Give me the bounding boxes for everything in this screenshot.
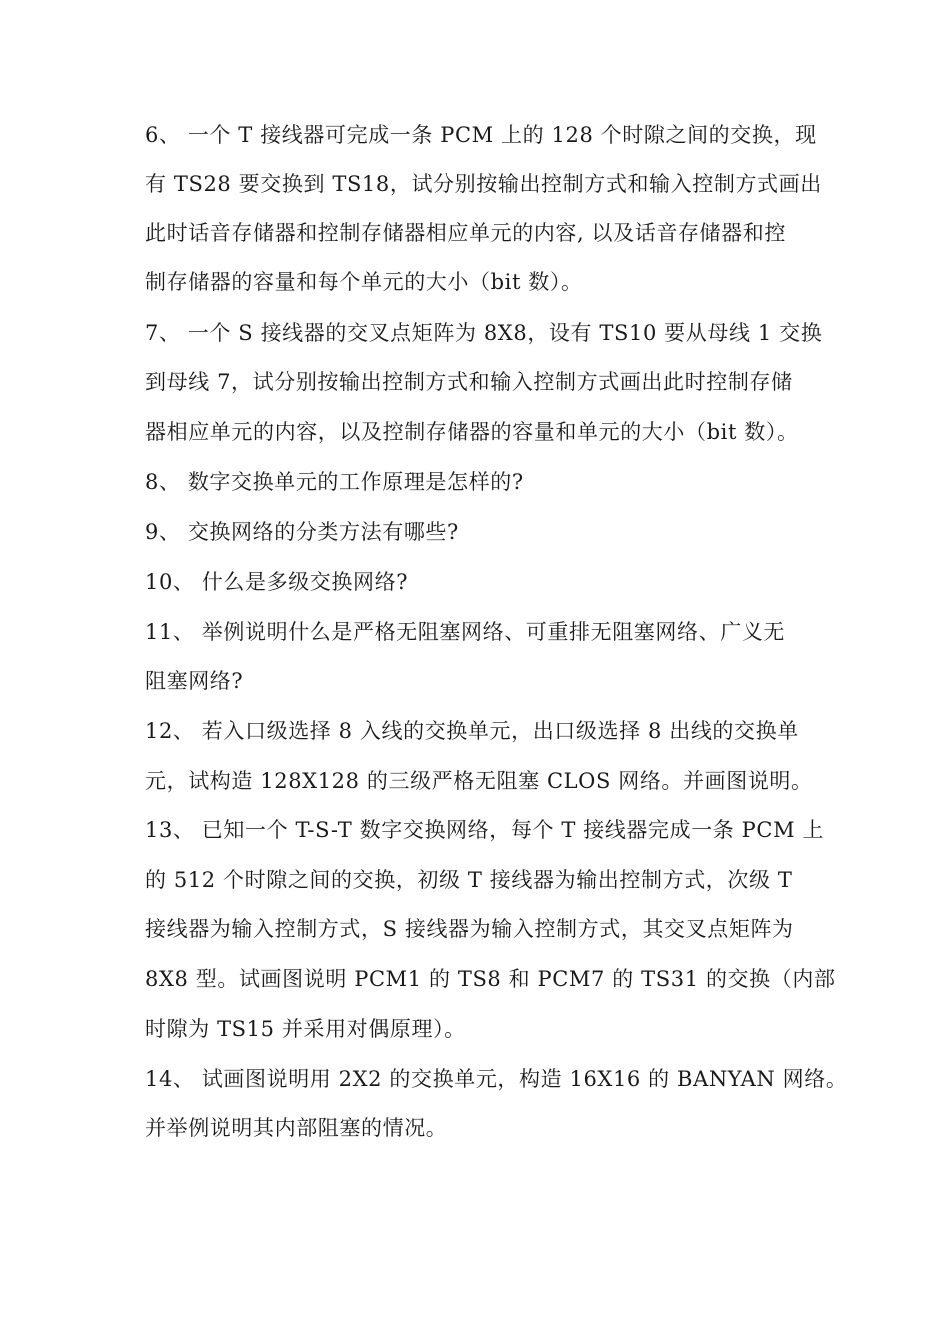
q6-line-3: 此时话音存储器和控制存储器相应单元的内容, 以及话音存储器和控 [145,221,786,245]
q13-line-1: 13、 已知一个 T-S-T 数字交换网络，每个 T 接线器完成一条 PCM 上 [145,818,825,842]
q6-line-1: 6、 一个 T 接线器可完成一条 PCM 上的 128 个时隙之间的交换，现 [145,123,817,147]
q8-line: 8、 数字交换单元的工作原理是怎样的? [145,470,524,494]
q13-line-5: 时隙为 TS15 并采用对偶原理）。 [145,1017,466,1041]
q14-line-1: 14、 试画图说明用 2X2 的交换单元，构造 16X16 的 BANYAN 网络。 [145,1067,848,1091]
q11-line-1: 11、 举例说明什么是严格无阻塞网络、可重排无阻塞网络、广义无 [145,620,785,644]
q9-line: 9、 交换网络的分类方法有哪些? [145,520,459,544]
q10-line: 10、 什么是多级交换网络? [145,570,409,594]
q14-line-2: 并举例说明其内部阻塞的情况。 [145,1116,448,1140]
q6-line-4: 制存储器的容量和每个单元的大小（bit 数）。 [145,270,583,294]
q13-line-3: 接线器为输入控制方式，S 接线器为输入控制方式，其交叉点矩阵为 [145,917,794,941]
q12-line-1: 12、 若入口级选择 8 入线的交换单元，出口级选择 8 出线的交换单 [145,719,799,743]
q7-line-2: 到母线 7，试分别按输出控制方式和输入控制方式画出此时控制存储 [145,370,793,394]
q13-line-4: 8X8 型。试画图说明 PCM1 的 TS8 和 PCM7 的 TS31 的交换（内部 [145,967,836,991]
q12-line-2: 元，试构造 128X128 的三级严格无阻塞 CLOS 网络。并画图说明。 [145,769,813,793]
q7-line-1: 7、 一个 S 接线器的交叉点矩阵为 8X8，设有 TS10 要从母线 1 交换 [145,321,823,345]
q7-line-3: 器相应单元的内容，以及控制存储器的容量和单元的大小（bit 数）。 [145,420,799,444]
q13-line-2: 的 512 个时隙之间的交换，初级 T 接线器为输出控制方式，次级 T [145,868,793,892]
q11-line-2: 阻塞网络? [145,669,244,693]
q6-line-2: 有 TS28 要交换到 TS18，试分别按输出控制方式和输入控制方式画出 [145,172,822,196]
